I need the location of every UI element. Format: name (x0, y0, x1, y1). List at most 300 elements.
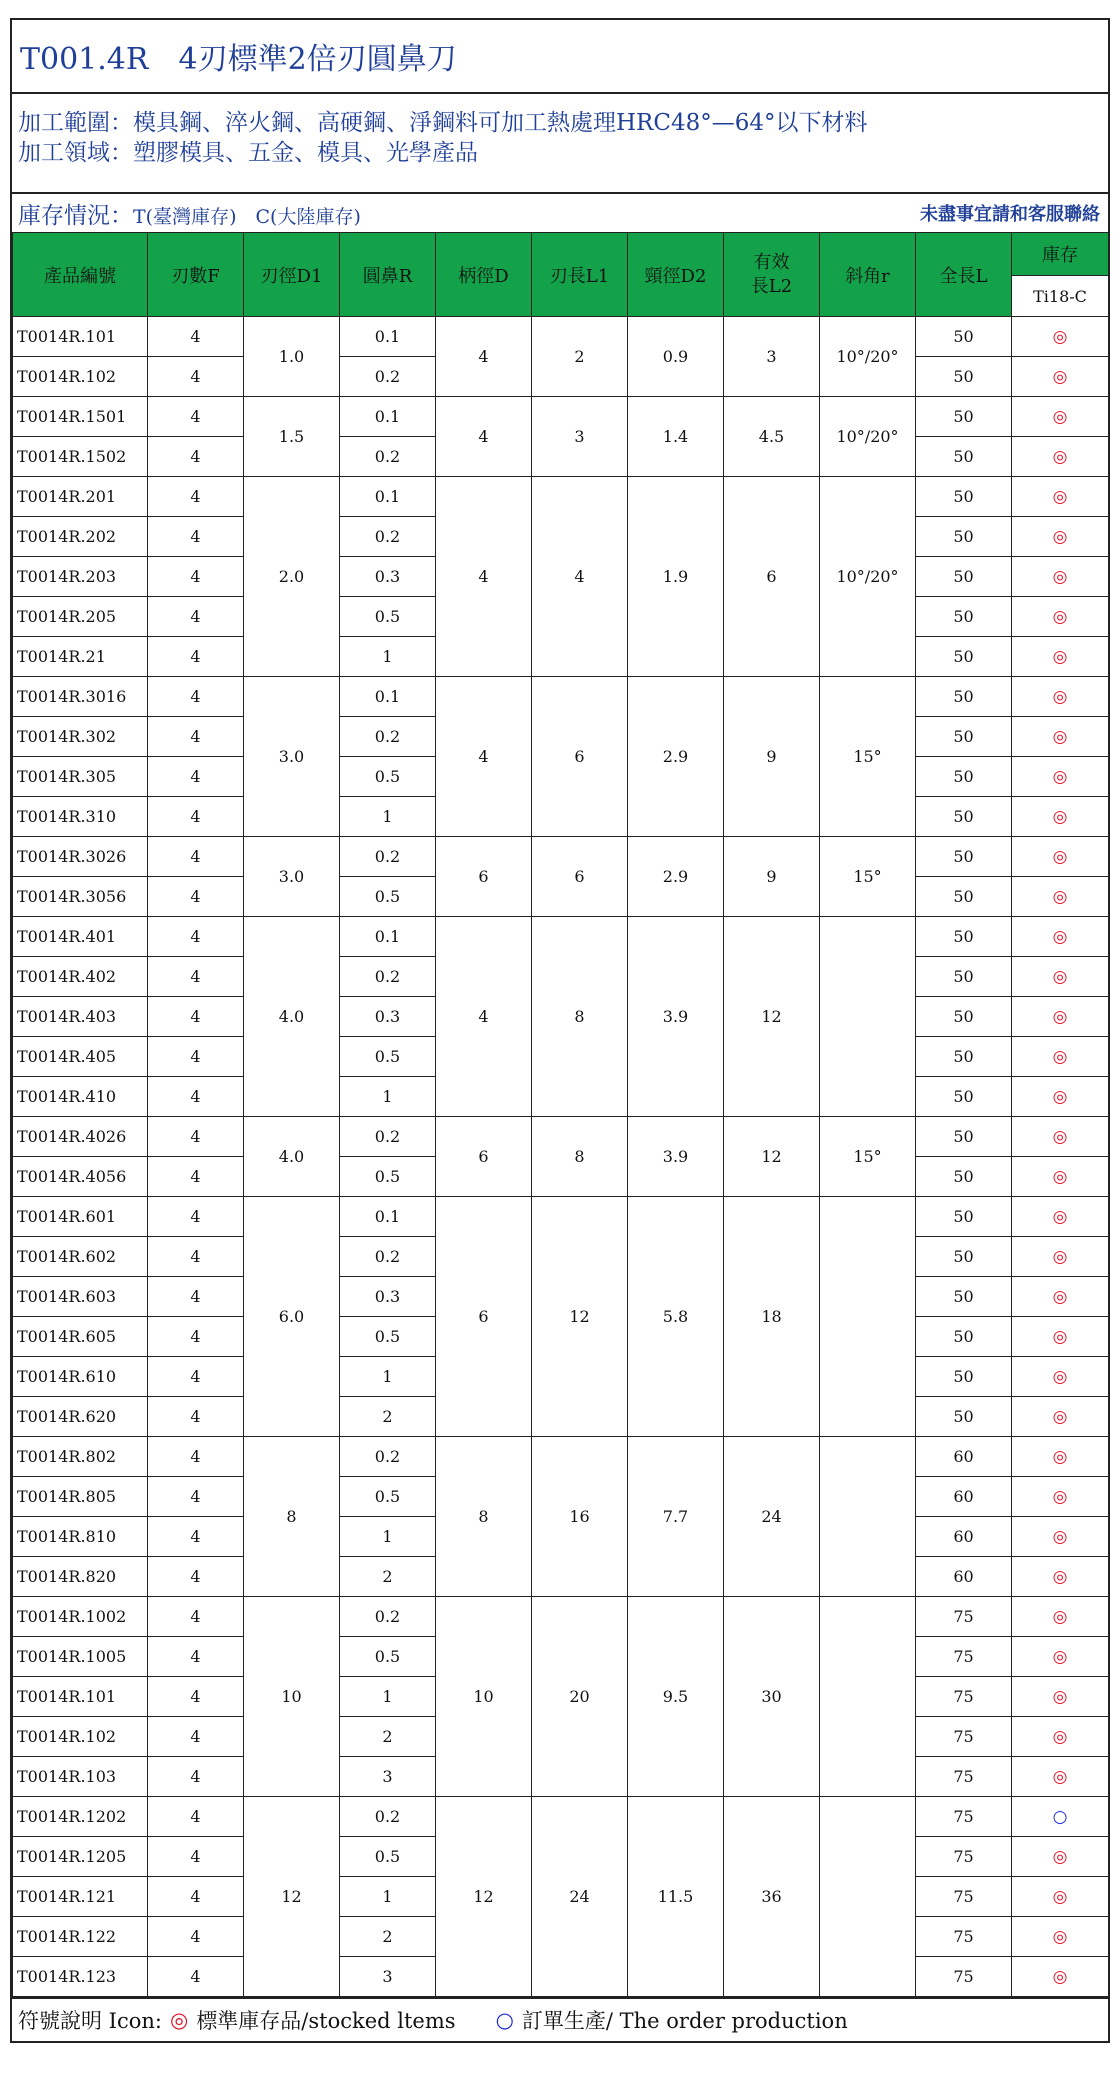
overall-length: 75 (916, 1957, 1012, 1997)
flute-count: 4 (148, 437, 244, 477)
stock-cell (1012, 1717, 1109, 1757)
stocked-mark-icon: ◎ (1052, 606, 1068, 627)
product-code: T0014R.620 (13, 1397, 148, 1437)
product-code: T0014R.402 (13, 957, 148, 997)
neck-diameter: 5.8 (628, 1197, 724, 1437)
flute-count: 4 (148, 357, 244, 397)
helix-angle: 10°/20° (820, 317, 916, 397)
corner-radius: 1 (340, 1517, 436, 1557)
flute-count: 4 (148, 1677, 244, 1717)
stock-cell (1012, 1397, 1109, 1437)
flute-count: 4 (148, 637, 244, 677)
neck-diameter: 1.9 (628, 477, 724, 677)
overall-length: 50 (916, 1117, 1012, 1157)
flute-count: 4 (148, 837, 244, 877)
corner-radius: 0.2 (340, 1237, 436, 1277)
flute-count: 4 (148, 1157, 244, 1197)
effective-length: 6 (724, 477, 820, 677)
stock-cell (1012, 437, 1109, 477)
stocked-mark-icon: ◎ (1052, 966, 1068, 987)
product-code: T0014R.4026 (13, 1117, 148, 1157)
flute-count: 4 (148, 957, 244, 997)
flute-count: 4 (148, 1557, 244, 1597)
header-stock-sub: Ti18-C (1012, 276, 1109, 317)
stock-cell (1012, 1557, 1109, 1597)
machining-field: 加工領域：塑膠模具、五金、模具、光學產品 (18, 140, 478, 166)
effective-length: 9 (724, 677, 820, 837)
product-code: T0014R.610 (13, 1357, 148, 1397)
overall-length: 50 (916, 397, 1012, 437)
stocked-mark-icon: ◎ (1052, 1006, 1068, 1027)
overall-length: 50 (916, 717, 1012, 757)
overall-length: 50 (916, 637, 1012, 677)
table-row (13, 1437, 1109, 1477)
helix-angle (820, 1797, 916, 1997)
corner-radius: 0.1 (340, 477, 436, 517)
product-code: T0014R.820 (13, 1557, 148, 1597)
stocked-mark-icon: ◎ (1052, 686, 1068, 707)
product-code: T0014R.802 (13, 1437, 148, 1477)
helix-angle: 10°/20° (820, 397, 916, 477)
stocked-mark-icon: ◎ (1052, 1286, 1068, 1307)
overall-length: 50 (916, 1357, 1012, 1397)
neck-diameter: 3.9 (628, 917, 724, 1117)
cutting-length: 8 (532, 917, 628, 1117)
product-code: T0014R.103 (13, 1757, 148, 1797)
stock-cell (1012, 797, 1109, 837)
stock-cell (1012, 1837, 1109, 1877)
overall-length: 50 (916, 597, 1012, 637)
overall-length: 50 (916, 517, 1012, 557)
product-code: T0014R.102 (13, 357, 148, 397)
shank-diameter: 12 (436, 1797, 532, 1997)
corner-radius: 0.3 (340, 557, 436, 597)
corner-radius: 0.2 (340, 517, 436, 557)
corner-radius: 0.1 (340, 397, 436, 437)
product-code: T0014R.205 (13, 597, 148, 637)
legend-order: 訂單生產/ The order production (521, 2009, 848, 2033)
overall-length: 75 (916, 1757, 1012, 1797)
flute-count: 4 (148, 1197, 244, 1237)
header-d2: 頸徑D2 (628, 233, 724, 317)
product-rows (13, 317, 1109, 1997)
flute-count: 4 (148, 1357, 244, 1397)
stocked-mark-icon: ◎ (1052, 1926, 1068, 1947)
product-code: T0014R.1501 (13, 397, 148, 437)
flute-count: 4 (148, 1397, 244, 1437)
flute-count: 4 (148, 477, 244, 517)
overall-length: 75 (916, 1837, 1012, 1877)
table-row (13, 1597, 1109, 1637)
flute-count: 4 (148, 1877, 244, 1917)
corner-radius: 0.1 (340, 917, 436, 957)
product-code: T0014R.603 (13, 1277, 148, 1317)
stock-cell (1012, 1037, 1109, 1077)
shank-diameter: 6 (436, 1197, 532, 1437)
overall-length: 50 (916, 757, 1012, 797)
stock-cell (1012, 1157, 1109, 1197)
overall-length: 50 (916, 1157, 1012, 1197)
stock-status (18, 197, 361, 230)
cutting-diameter: 8 (244, 1437, 340, 1597)
stock-cell (1012, 637, 1109, 677)
flute-count: 4 (148, 317, 244, 357)
effective-length: 3 (724, 317, 820, 397)
overall-length: 50 (916, 797, 1012, 837)
corner-radius: 0.3 (340, 1277, 436, 1317)
flute-count: 4 (148, 1477, 244, 1517)
flute-count: 4 (148, 1037, 244, 1077)
corner-radius: 3 (340, 1957, 436, 1997)
stocked-mark-icon: ◎ (1052, 526, 1068, 547)
corner-radius: 2 (340, 1397, 436, 1437)
stocked-mark-icon: ◎ (1052, 1126, 1068, 1147)
stock-cell (1012, 1797, 1109, 1837)
product-code: T0014R.3026 (13, 837, 148, 877)
stock-cell (1012, 1957, 1109, 1997)
corner-radius: 2 (340, 1557, 436, 1597)
legend (12, 1997, 1108, 2041)
overall-length: 50 (916, 957, 1012, 997)
corner-radius: 0.5 (340, 1317, 436, 1357)
stocked-mark-icon: ◎ (1052, 406, 1068, 427)
stock-cell (1012, 1357, 1109, 1397)
flute-count: 4 (148, 917, 244, 957)
product-code: T0014R.3056 (13, 877, 148, 917)
flute-count: 4 (148, 1797, 244, 1837)
stocked-mark-icon: ◎ (1052, 1046, 1068, 1067)
corner-radius: 0.5 (340, 1837, 436, 1877)
corner-radius: 0.2 (340, 1797, 436, 1837)
header-angle: 斜角r (820, 233, 916, 317)
product-code: T0014R.410 (13, 1077, 148, 1117)
flute-count: 4 (148, 517, 244, 557)
stock-cell (1012, 1117, 1109, 1157)
effective-length: 36 (724, 1797, 820, 1997)
product-code: T0014R.805 (13, 1477, 148, 1517)
flute-count: 4 (148, 797, 244, 837)
corner-radius: 1 (340, 637, 436, 677)
effective-length: 30 (724, 1597, 820, 1797)
stocked-mark-icon: ◎ (1052, 1206, 1068, 1227)
cutting-diameter: 6.0 (244, 1197, 340, 1437)
overall-length: 50 (916, 917, 1012, 957)
corner-radius: 1 (340, 1077, 436, 1117)
shank-diameter: 6 (436, 837, 532, 917)
product-code: T0014R.101 (13, 317, 148, 357)
corner-radius: 0.1 (340, 677, 436, 717)
stocked-mark-icon: ◎ (1052, 1766, 1068, 1787)
stock-cell (1012, 517, 1109, 557)
cutting-length: 12 (532, 1197, 628, 1437)
shank-diameter: 4 (436, 677, 532, 837)
stocked-mark-icon: ◎ (1052, 926, 1068, 947)
stock-cell (1012, 677, 1109, 717)
flute-count: 4 (148, 677, 244, 717)
stocked-mark-icon: ◎ (1052, 1566, 1068, 1587)
stock-bar (12, 194, 1108, 232)
cutting-diameter: 3.0 (244, 837, 340, 917)
cutting-diameter: 4.0 (244, 1117, 340, 1197)
cutting-diameter: 12 (244, 1797, 340, 1997)
stock-cell (1012, 1077, 1109, 1117)
header-l1: 刃長L1 (532, 233, 628, 317)
stock-cell (1012, 397, 1109, 437)
product-code: T0014R.1202 (13, 1797, 148, 1837)
product-code: T0014R.602 (13, 1237, 148, 1277)
corner-radius: 0.5 (340, 597, 436, 637)
corner-radius: 0.2 (340, 357, 436, 397)
helix-angle: 15° (820, 837, 916, 917)
flute-count: 4 (148, 1237, 244, 1277)
overall-length: 75 (916, 1597, 1012, 1637)
table-row (13, 677, 1109, 717)
flute-count: 4 (148, 1717, 244, 1757)
stock-cell (1012, 557, 1109, 597)
cutting-diameter: 1.0 (244, 317, 340, 397)
stock-cell (1012, 757, 1109, 797)
flute-count: 4 (148, 397, 244, 437)
overall-length: 60 (916, 1437, 1012, 1477)
table-row (13, 1797, 1109, 1837)
product-table (12, 232, 1109, 1997)
product-code: T0014R.605 (13, 1317, 148, 1357)
overall-length: 60 (916, 1557, 1012, 1597)
machining-range: 加工範圍：模具鋼、淬火鋼、高硬鋼、淨鋼料可加工熱處理HRC48°—64°以下材料 (18, 110, 868, 136)
helix-angle (820, 917, 916, 1117)
overall-length: 50 (916, 997, 1012, 1037)
cutting-length: 24 (532, 1797, 628, 1997)
product-code: T0014R.810 (13, 1517, 148, 1557)
overall-length: 50 (916, 1317, 1012, 1357)
stock-cell (1012, 1637, 1109, 1677)
corner-radius: 0.2 (340, 1597, 436, 1637)
table-row (13, 1117, 1109, 1157)
cutting-length: 20 (532, 1597, 628, 1797)
corner-radius: 0.5 (340, 1637, 436, 1677)
flute-count: 4 (148, 1517, 244, 1557)
flute-count: 4 (148, 1757, 244, 1797)
shank-diameter: 4 (436, 477, 532, 677)
corner-radius: 0.3 (340, 997, 436, 1037)
stocked-mark-icon: ◎ (1052, 1686, 1068, 1707)
product-code: T0014R.3016 (13, 677, 148, 717)
product-code: T0014R.123 (13, 1957, 148, 1997)
stocked-mark-icon: ◎ (1052, 846, 1068, 867)
stock-cell (1012, 1877, 1109, 1917)
corner-radius: 1 (340, 797, 436, 837)
stock-cell (1012, 357, 1109, 397)
stock-cell (1012, 1517, 1109, 1557)
overall-length: 50 (916, 1037, 1012, 1077)
header-r: 圓鼻R (340, 233, 436, 317)
corner-radius: 0.2 (340, 1437, 436, 1477)
overall-length: 50 (916, 357, 1012, 397)
flute-count: 4 (148, 1077, 244, 1117)
neck-diameter: 2.9 (628, 677, 724, 837)
header-code: 產品編號 (13, 233, 148, 317)
overall-length: 75 (916, 1717, 1012, 1757)
stock-cell (1012, 1477, 1109, 1517)
stocked-mark-icon: ◎ (1052, 726, 1068, 747)
overall-length: 50 (916, 1237, 1012, 1277)
flute-count: 4 (148, 1637, 244, 1677)
product-code: T0014R.302 (13, 717, 148, 757)
cutting-diameter: 10 (244, 1597, 340, 1797)
stocked-mark-icon: ◎ (1052, 1606, 1068, 1627)
corner-radius: 0.2 (340, 1117, 436, 1157)
flute-count: 4 (148, 757, 244, 797)
shank-diameter: 4 (436, 317, 532, 397)
helix-angle (820, 1197, 916, 1437)
overall-length: 50 (916, 1277, 1012, 1317)
overall-length: 50 (916, 477, 1012, 517)
flute-count: 4 (148, 877, 244, 917)
overall-length: 50 (916, 1197, 1012, 1237)
cutting-length: 6 (532, 837, 628, 917)
helix-angle: 10°/20° (820, 477, 916, 677)
cutting-length: 6 (532, 677, 628, 837)
overall-length: 50 (916, 837, 1012, 877)
helix-angle (820, 1437, 916, 1597)
flute-count: 4 (148, 1597, 244, 1637)
product-code: T0014R.122 (13, 1917, 148, 1957)
stock-cell (1012, 837, 1109, 877)
product-code: T0014R.21 (13, 637, 148, 677)
effective-length: 9 (724, 837, 820, 917)
overall-length: 50 (916, 317, 1012, 357)
stocked-mark-icon: ◎ (1052, 1086, 1068, 1107)
product-code: T0014R.1005 (13, 1637, 148, 1677)
header-d: 柄徑D (436, 233, 532, 317)
cutting-diameter: 2.0 (244, 477, 340, 677)
corner-radius: 2 (340, 1917, 436, 1957)
corner-radius: 0.5 (340, 877, 436, 917)
stock-cell (1012, 877, 1109, 917)
legend-label: 符號說明 Icon: (18, 2009, 162, 2033)
stock-cell (1012, 717, 1109, 757)
overall-length: 50 (916, 557, 1012, 597)
page-title: T001.4R 4刃標準2倍刃圓鼻刀 (12, 20, 1108, 94)
machining-info (12, 94, 1108, 194)
header-total: 全長L (916, 233, 1012, 317)
stock-cell (1012, 1597, 1109, 1637)
cutting-diameter: 3.0 (244, 677, 340, 837)
helix-angle: 15° (820, 1117, 916, 1197)
flute-count: 4 (148, 1437, 244, 1477)
corner-radius: 0.5 (340, 1157, 436, 1197)
neck-diameter: 1.4 (628, 397, 724, 477)
overall-length: 50 (916, 1397, 1012, 1437)
flute-count: 4 (148, 1837, 244, 1877)
product-code: T0014R.405 (13, 1037, 148, 1077)
product-code: T0014R.403 (13, 997, 148, 1037)
neck-diameter: 7.7 (628, 1437, 724, 1597)
effective-length: 4.5 (724, 397, 820, 477)
corner-radius: 1 (340, 1677, 436, 1717)
product-code: T0014R.202 (13, 517, 148, 557)
neck-diameter: 11.5 (628, 1797, 724, 1997)
corner-radius: 0.2 (340, 437, 436, 477)
flute-count: 4 (148, 557, 244, 597)
flute-count: 4 (148, 1917, 244, 1957)
cutting-length: 2 (532, 317, 628, 397)
stock-cell (1012, 1197, 1109, 1237)
corner-radius: 0.1 (340, 317, 436, 357)
stocked-mark-icon: ◎ (1052, 1406, 1068, 1427)
stock-cell (1012, 917, 1109, 957)
product-code: T0014R.1502 (13, 437, 148, 477)
overall-length: 75 (916, 1637, 1012, 1677)
stock-cell (1012, 1237, 1109, 1277)
stock-cell (1012, 317, 1109, 357)
corner-radius: 2 (340, 1717, 436, 1757)
header-l2: 有效長L2 (724, 233, 820, 317)
stocked-mark-icon: ◎ (1052, 446, 1068, 467)
product-code: T0014R.4056 (13, 1157, 148, 1197)
shank-diameter: 4 (436, 397, 532, 477)
cutting-length: 16 (532, 1437, 628, 1597)
header-stock: 庫存 (1012, 233, 1109, 276)
overall-length: 75 (916, 1917, 1012, 1957)
order-mark-icon: ○ (1052, 1806, 1068, 1827)
overall-length: 60 (916, 1517, 1012, 1557)
corner-radius: 0.2 (340, 957, 436, 997)
stocked-mark-icon: ◎ (1052, 326, 1068, 347)
overall-length: 50 (916, 877, 1012, 917)
table-row (13, 317, 1109, 357)
stocked-mark-icon: ◎ (1052, 1886, 1068, 1907)
product-code: T0014R.310 (13, 797, 148, 837)
cutting-length: 4 (532, 477, 628, 677)
stocked-mark-icon: ◎ (1052, 1326, 1068, 1347)
product-code: T0014R.1002 (13, 1597, 148, 1637)
stock-cell (1012, 477, 1109, 517)
stocked-mark-icon: ◎ (1052, 366, 1068, 387)
effective-length: 24 (724, 1437, 820, 1597)
helix-angle: 15° (820, 677, 916, 837)
flute-count: 4 (148, 1277, 244, 1317)
corner-radius: 0.2 (340, 837, 436, 877)
stock-cell (1012, 1677, 1109, 1717)
product-code: T0014R.601 (13, 1197, 148, 1237)
stock-detail: T(臺灣庫存) C(大陸庫存) (133, 205, 361, 228)
order-mark-icon: ○ (495, 2008, 514, 2032)
shank-diameter: 6 (436, 1117, 532, 1197)
shank-diameter: 8 (436, 1437, 532, 1597)
stock-cell (1012, 597, 1109, 637)
product-code: T0014R.305 (13, 757, 148, 797)
stocked-mark-icon: ◎ (1052, 806, 1068, 827)
stocked-mark-icon: ◎ (169, 2008, 189, 2032)
helix-angle (820, 1597, 916, 1797)
product-code: T0014R.102 (13, 1717, 148, 1757)
flute-count: 4 (148, 1957, 244, 1997)
stocked-mark-icon: ◎ (1052, 1366, 1068, 1387)
stock-cell (1012, 1757, 1109, 1797)
effective-length: 12 (724, 917, 820, 1117)
product-code: T0014R.401 (13, 917, 148, 957)
effective-length: 18 (724, 1197, 820, 1437)
stock-cell (1012, 997, 1109, 1037)
product-code: T0014R.1205 (13, 1837, 148, 1877)
flute-count: 4 (148, 1317, 244, 1357)
stock-cell (1012, 1917, 1109, 1957)
stocked-mark-icon: ◎ (1052, 1166, 1068, 1187)
stock-cell (1012, 1317, 1109, 1357)
corner-radius: 0.5 (340, 1477, 436, 1517)
corner-radius: 0.2 (340, 717, 436, 757)
